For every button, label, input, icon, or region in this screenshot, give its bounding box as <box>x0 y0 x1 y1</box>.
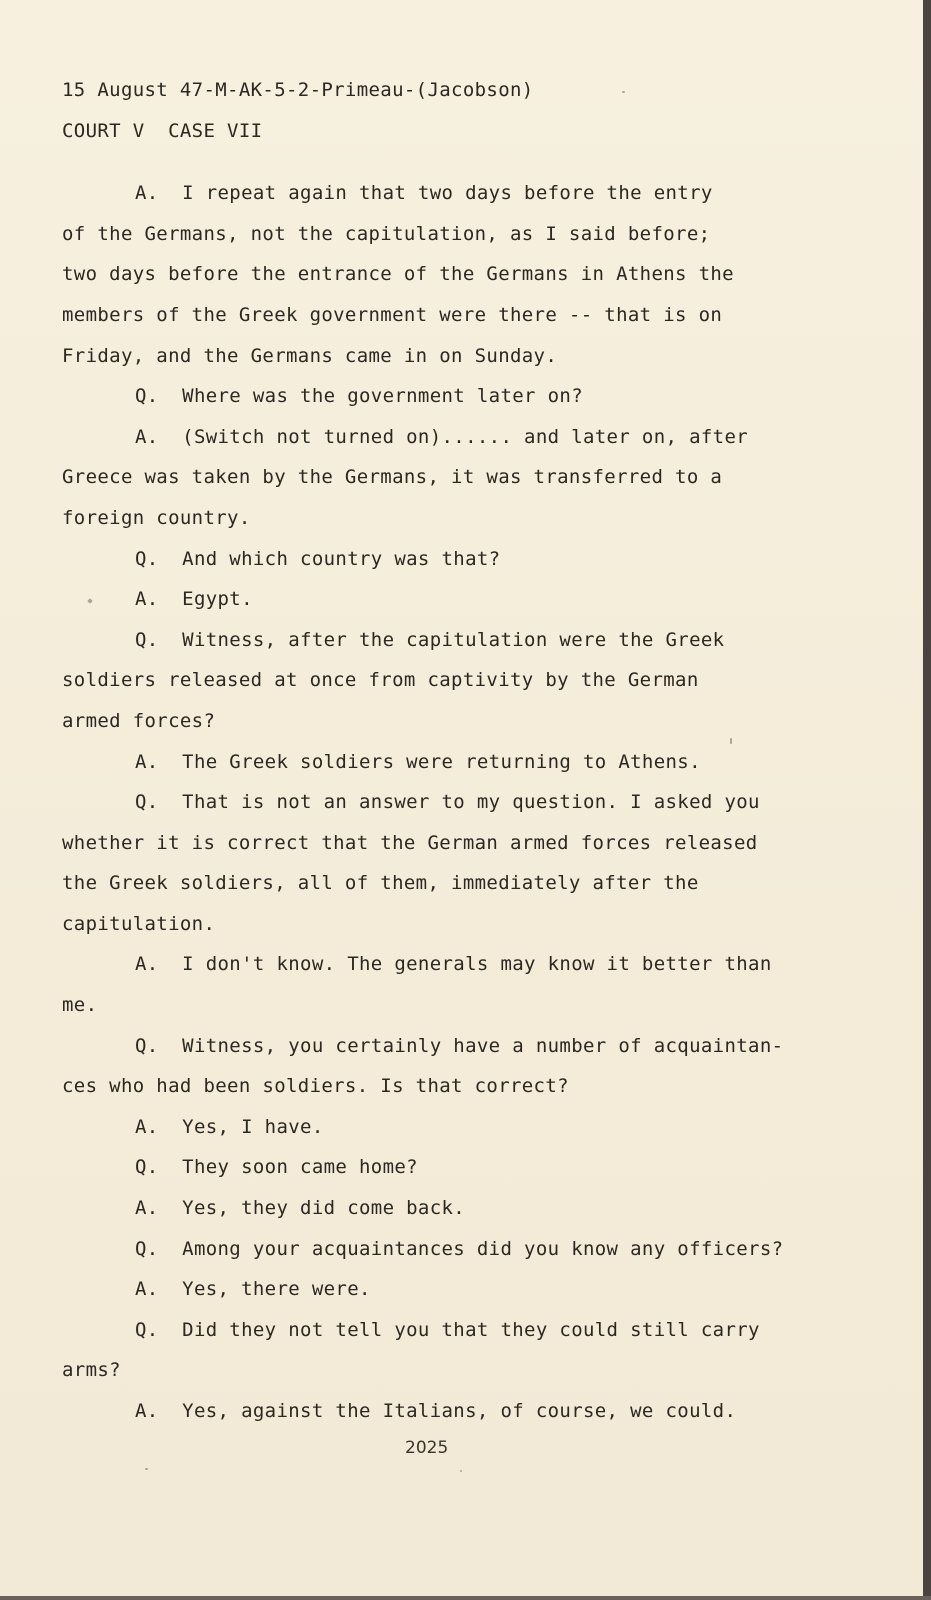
text-line: of the Germans, not the capitulation, as I said before; <box>62 223 711 245</box>
text-line: A. Yes, against the Italians, of course, we could. <box>135 1400 737 1422</box>
text-line: Q. That is not an answer to my question. I asked you <box>135 791 760 813</box>
text-line: Q. And which country was that? <box>135 548 501 570</box>
header-line-2: COURT V CASE VII <box>62 120 263 142</box>
text-line: A. The Greek soldiers were returning to Athens. <box>135 751 701 773</box>
page-edge-shadow <box>923 0 931 1600</box>
text-line: A. Yes, there were. <box>135 1278 371 1300</box>
text-line: A. Yes, I have. <box>135 1116 324 1138</box>
text-line: A. Egypt. <box>135 588 253 610</box>
text-line: A. Yes, they did come back. <box>135 1197 466 1219</box>
text-line: soldiers released at once from captivity by the German <box>62 669 699 691</box>
text-line: A. I don't know. The generals may know it better than <box>135 953 772 975</box>
text-line: me. <box>62 994 98 1016</box>
page-number: 2025 <box>405 1438 449 1458</box>
text-line: armed forces? <box>62 710 216 732</box>
text-line: capitulation. <box>62 913 216 935</box>
text-line: members of the Greek government were there -- that is on <box>62 304 723 326</box>
text-line: ces who had been soldiers. Is that correct? <box>62 1075 569 1097</box>
text-line: Q. Witness, you certainly have a number of acquaintan- <box>135 1035 784 1057</box>
text-line: arms? <box>62 1359 121 1381</box>
text-line: Q. Did they not tell you that they could still carry <box>135 1319 760 1341</box>
text-line: Friday, and the Germans came in on Sunday. <box>62 345 558 367</box>
text-line: A. (Switch not turned on)...... and later on, after <box>135 426 749 448</box>
text-line: foreign country. <box>62 507 251 529</box>
text-line: whether it is correct that the German armed forces released <box>62 832 758 854</box>
paper-speck <box>730 738 732 744</box>
text-line: Q. Where was the government later on? <box>135 385 583 407</box>
text-line: Q. Witness, after the capitulation were the Greek <box>135 629 725 651</box>
text-line: Q. They soon came home? <box>135 1156 418 1178</box>
text-line: Q. Among your acquaintances did you know any officers? <box>135 1238 784 1260</box>
paper-speck <box>622 91 625 93</box>
paper-speck <box>145 1468 148 1470</box>
text-line: A. I repeat again that two days before the entry <box>135 182 713 204</box>
text-line: two days before the entrance of the Germans in Athens the <box>62 263 734 285</box>
paper-speck <box>460 1470 462 1472</box>
page-edge-shadow-bottom <box>0 1596 931 1600</box>
paper-speck <box>87 598 93 604</box>
text-line: Greece was taken by the Germans, it was transferred to a <box>62 466 723 488</box>
header-line-1: 15 August 47-M-AK-5-2-Primeau-(Jacobson) <box>62 79 534 101</box>
text-line: the Greek soldiers, all of them, immediately after the <box>62 872 699 894</box>
